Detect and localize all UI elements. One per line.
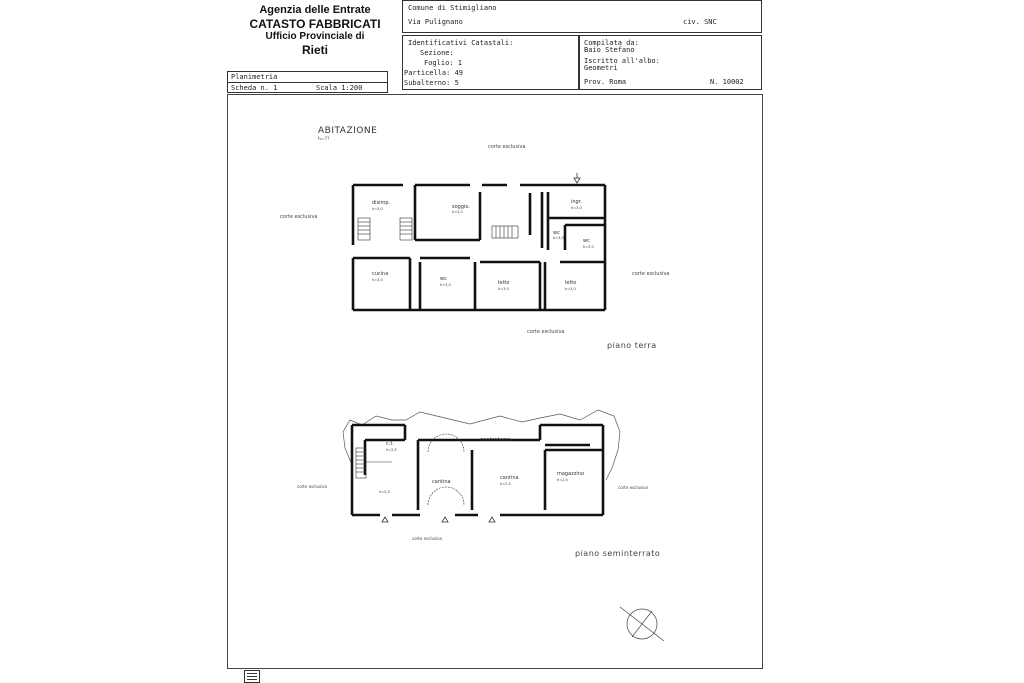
svg-text:h=3,0: h=3,0 [571, 206, 582, 210]
comune-label: Comune di Stimigliano [408, 4, 497, 12]
iscritto-label: Iscritto all'albo: [584, 57, 660, 65]
civico-label: civ. SNC [683, 18, 717, 26]
office-city: Rieti [301, 43, 328, 57]
sezione-label: Sezione: [420, 49, 454, 57]
numero-label: N. 10002 [710, 78, 744, 86]
basement-walls [352, 425, 603, 515]
svg-text:h=3,0: h=3,0 [553, 236, 564, 240]
agency-name: Agenzia delle Entrate [259, 4, 371, 16]
room-sottoscala: h=2,5 [379, 490, 390, 494]
corte-basement-east: corte esclusiva [618, 485, 648, 490]
svg-text:h=3,0: h=3,0 [440, 283, 451, 287]
room-wc-1: wc [553, 230, 560, 236]
svg-text:h=3,0: h=3,0 [372, 278, 383, 282]
ground-floor-walls [353, 185, 605, 310]
room-ct: c.t. [386, 441, 394, 447]
foglio-label: Foglio: 1 [424, 59, 462, 67]
particella-label: Particella: 49 [404, 69, 464, 77]
basement-entrance-markers [382, 517, 495, 522]
subalterno-label: Subalterno: 5 [404, 79, 459, 87]
scheda-label: Scheda n. 1 [231, 84, 278, 92]
albo-label: Geometri [584, 64, 618, 72]
basement-stairs [356, 448, 392, 478]
svg-text:h=3,0: h=3,0 [452, 210, 463, 214]
corte-north: corte esclusiva [488, 144, 526, 150]
corte-west: corte esclusiva [280, 214, 318, 220]
room-soggiorno: soggio. [452, 204, 470, 210]
basement-door-arcs [428, 434, 464, 505]
label-piano-terra: piano terra [607, 341, 657, 350]
scala-label: Scala 1:200 [316, 84, 363, 92]
room-letto-2: letto [565, 280, 577, 286]
north-arrow-icon [620, 607, 664, 641]
ground-stairs [358, 218, 518, 240]
catasto-title: CATASTO FABBRICATI [249, 17, 381, 31]
label-piano-seminterrato: piano seminterrato [575, 549, 661, 558]
room-letto-1: letto [498, 280, 510, 286]
prov-label: Prov. Roma [584, 78, 627, 86]
plan-title: ABITAZIONE [318, 126, 378, 136]
room-cucina: cucina [372, 271, 389, 277]
room-cantina-2: cantina [500, 475, 519, 481]
planimetria-label: Planimetria [231, 73, 278, 81]
corte-south: corte esclusiva [527, 329, 565, 335]
svg-text:h=3,0: h=3,0 [372, 207, 383, 211]
via-label: Via Pulignano [408, 18, 463, 26]
compilata-label: Compilata da: [584, 39, 639, 47]
office-label: Ufficio Provinciale di [265, 31, 365, 42]
room-magazzino: magazzino [557, 471, 585, 477]
document-icon[interactable] [244, 670, 260, 683]
svg-text:h=2,5: h=2,5 [557, 478, 568, 482]
svg-text:h=3,0: h=3,0 [583, 245, 594, 249]
ground-room-labels [372, 199, 594, 291]
room-wc-3: wc [440, 276, 447, 282]
room-cantina-1: cantina [432, 479, 451, 485]
ground-entrance-marker [574, 173, 580, 183]
svg-text:h=3,0: h=3,0 [498, 287, 509, 291]
compilatore-name: Baio Stefano [584, 46, 635, 54]
identificativi-title: Identificativi Catastali: [408, 39, 514, 47]
corte-east: corte esclusiva [632, 271, 670, 277]
corte-basement-west: corte esclusiva [297, 484, 327, 489]
controterra-label: controterra [480, 437, 511, 443]
svg-text:h=2,5: h=2,5 [500, 482, 511, 486]
room-ingresso: ingr. [571, 199, 582, 205]
room-disimp: disimp. [372, 200, 391, 206]
room-wc-2: wc [583, 238, 590, 244]
plan-title-sub: h=?? [318, 137, 330, 142]
svg-text:h=2,5: h=2,5 [386, 448, 397, 452]
svg-text:h=3,0: h=3,0 [565, 287, 576, 291]
corte-basement-south: corte esclusiva [412, 536, 442, 541]
